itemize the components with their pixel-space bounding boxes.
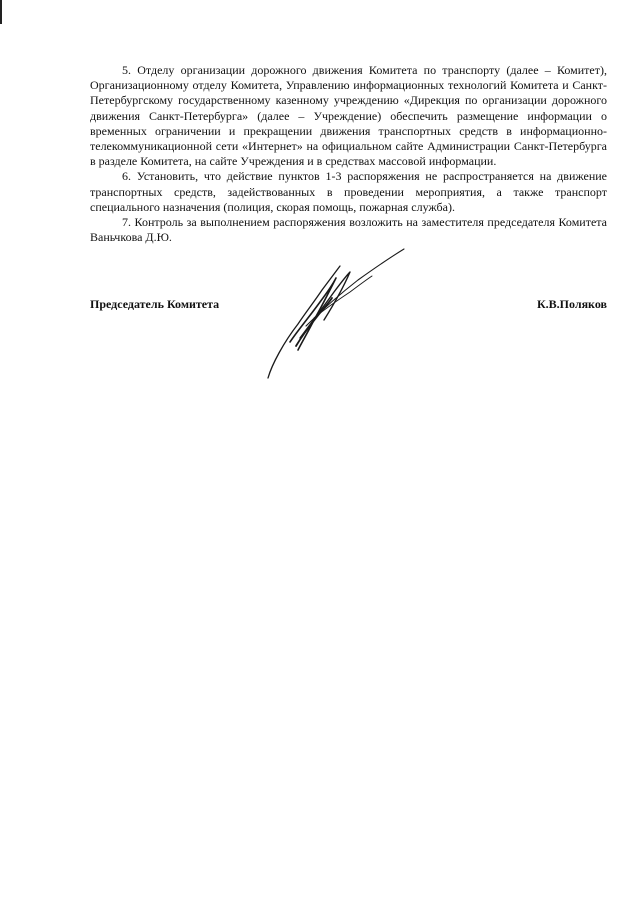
paragraph-6: 6. Установить, что действие пунктов 1-3 распоряжения не распространяется на движение транспортных средств, задействованных в проведении мероприятия, а также транспорт специального назначения (полиция, скорая помощь, пожарная служба). [90,169,607,214]
paragraph-5: 5. Отделу организации дорожного движения Комитета по транспорту (далее – Комитет), Организационному отделу Комитета, Управлению информационных технологий Комитета и Санкт-Петербургскому государственному казенному учреждению «Дирекция по организации дорожного движения Санкт-Петербурга» (далее – Учреждение) обеспечить размещение информации о временных ограничении и прекращении движения транспортных средств в информационно-телекоммуникационной сети «Интернет» на официальном сайте Администрации Санкт-Петербурга в разделе Комитета, на сайте Учреждения и в средствах массовой информации. [90,63,607,169]
signatory-name: К.В.Поляков [536,297,607,311]
document-body [90,63,607,245]
handwritten-signature [262,246,412,382]
paragraph-7: 7. Контроль за выполнением распоряжения возложить на заместителя председателя Комитета Ваньчкова Д.Ю. [90,215,607,245]
scan-edge-mark [0,0,2,24]
signatory-title: Председатель Комитета [90,297,220,311]
